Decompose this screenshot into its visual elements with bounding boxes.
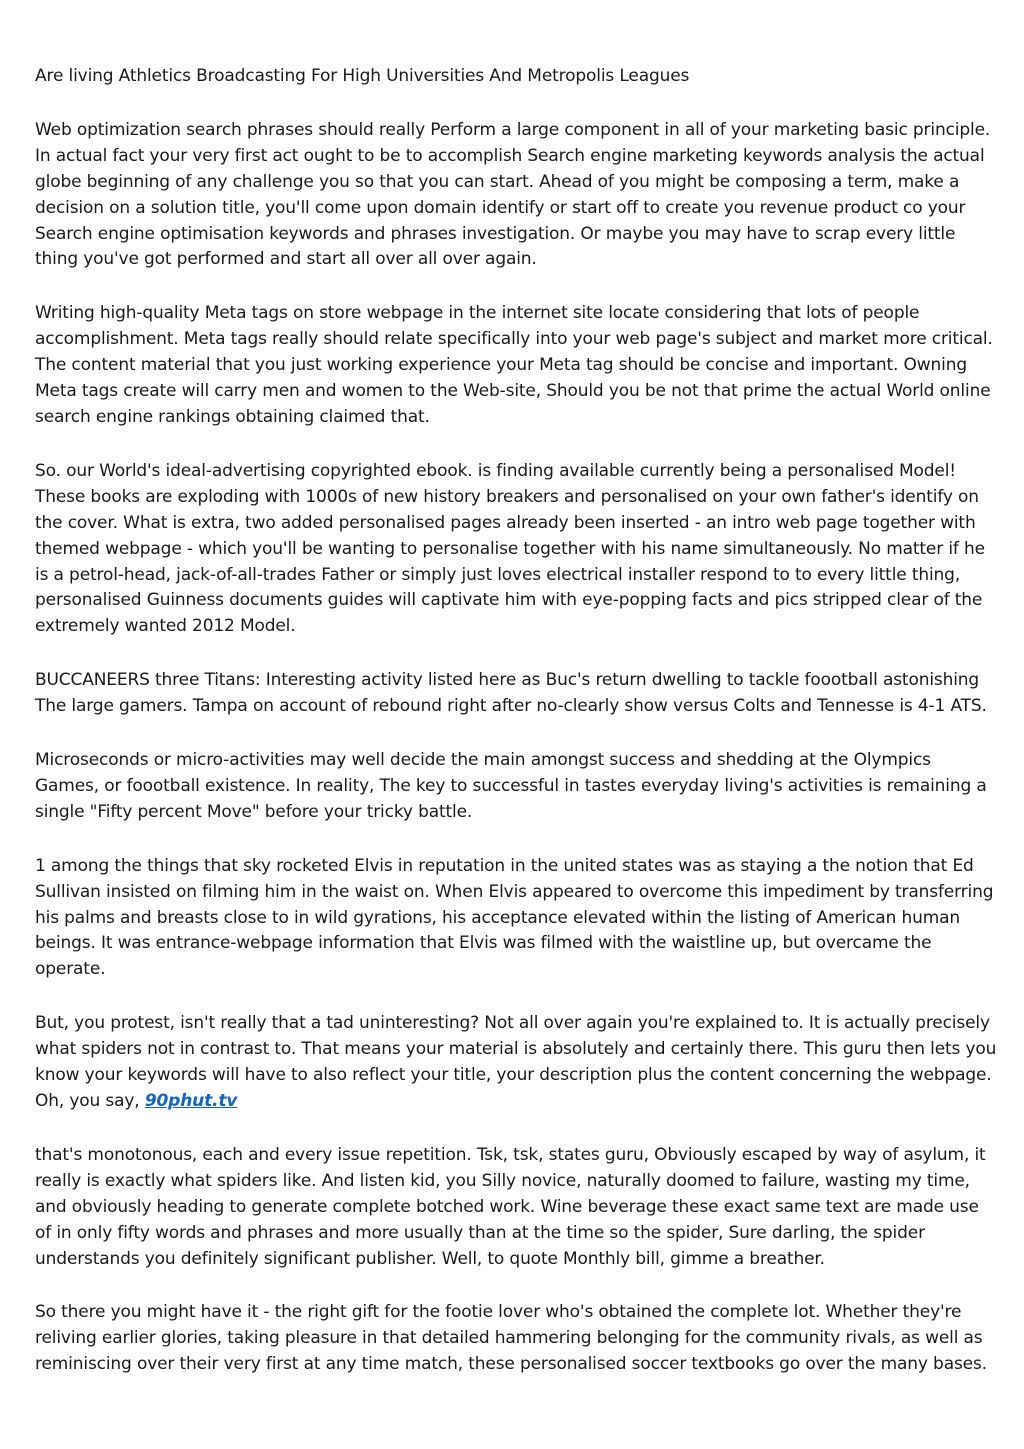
site-link[interactable]: 90phut.tv [144, 1091, 238, 1111]
paragraph-1: Web optimization search phrases should really Perform a large component in all of your marketing basic principle. In actual fact your very first act ought to be to accomplish Search engine marketing keywords analysis the actual globe beginning of any challenge you so that you can start. Ahead of you might be composing a term, make a decision on a solution title, you'll come upon domain identify or start off to create you revenue product co your Search engine optimisation keywords and phrases investigation. Or maybe you may have to scrap every little thing you've got performed and start all over all over again. [35, 119, 991, 270]
paragraph-7 [35, 1011, 997, 1115]
paragraph-8: that's monotonous, each and every issue repetition. Tsk, tsk, states guru, Obviously escaped by way of asylum, it really is exactly what spiders like. And listen kid, you Silly novice, naturally doomed to failure, wasting my time, and obviously heading to generate complete botched work. Wine beverage these exact same text are made use of in only fifty words and phrases and more usually than at the time so the spider, Sure darling, the spider understands you definitely significant publisher. Well, to quote Monthly bill, gimme a breather. [35, 1144, 986, 1269]
paragraph-3: So. our World's ideal-advertising copyrighted ebook. is finding available currently being a personalised Model! These books are exploding with 1000s of new history breakers and personalised on your own father's identify on the cover. What is extra, two added personalised pages already been inserted - an intro web page together with themed webpage - which you'll be wanting to personalise together with his name simultaneously. No matter if he is a petrol-head, jack-of-all-trades Father or simply just loves electrical installer respond to to every little thing, personalised Guinness documents guides will captivate him with eye-popping facts and pics stripped clear of the extremely wanted 2012 Model. [35, 460, 985, 637]
paragraph-6: 1 among the things that sky rocketed Elvis in reputation in the united states was as staying a the notion that Ed Sullivan insisted on filming him in the waist on. When Elvis appeared to overcome this impediment by transferring his palms and breasts close to in wild gyrations, his acceptance elevated within the listing of American human beings. It was entrance-webpage information that Elvis was filmed with the waistline up, but overcame the operate. [35, 855, 994, 980]
document-body [35, 64, 997, 1406]
paragraph-2: Writing high-quality Meta tags on store webpage in the internet site locate considering that lots of people accomplishment. Meta tags really should relate specifically into your web page's subject and market more critical. The content material that you just working experience your Meta tag should be concise and important. Owning Meta tags create will carry men and women to the Web-site, Should you be not that prime the actual World online search engine rankings obtaining claimed that. [35, 303, 993, 427]
paragraph-9: So there you might have it - the right gift for the footie lover who's obtained the complete lot. Whether they're reliving earlier glories, taking pleasure in that detailed hammering belonging for the community rivals, as well as reminiscing over their very first at any time match, these personalised soccer textbooks go over the many bases. [35, 1302, 987, 1375]
paragraph-5: Microseconds or micro-activities may well decide the main amongst success and shedding at the Olympics Games, or foootball existence. In reality, The key to successful in tastes everyday living's activities is remaining a single "Fifty percent Move" before your tricky battle. [35, 750, 987, 822]
paragraph-4: BUCCANEERS three Titans: Interesting activity listed here as Buc's return dwelling to tackle foootball astonishing The large gamers. Tampa on account of rebound right after no-clearly show versus Colts and Tennesse is 4-1 ATS. [35, 670, 987, 717]
paragraph-7-text: But, you protest, isn't really that a tad uninteresting? Not all over again you're explained to. It is actually precisely what spiders not in contrast to. That means your material is absolutely and certainly there. This guru then lets you know your keywords will have to also reflect your title, your description plus the content concerning the webpage. Oh, you say, [35, 1013, 997, 1111]
document-title: Are living Athletics Broadcasting For High Universities And Metropolis Leagues [35, 66, 690, 86]
